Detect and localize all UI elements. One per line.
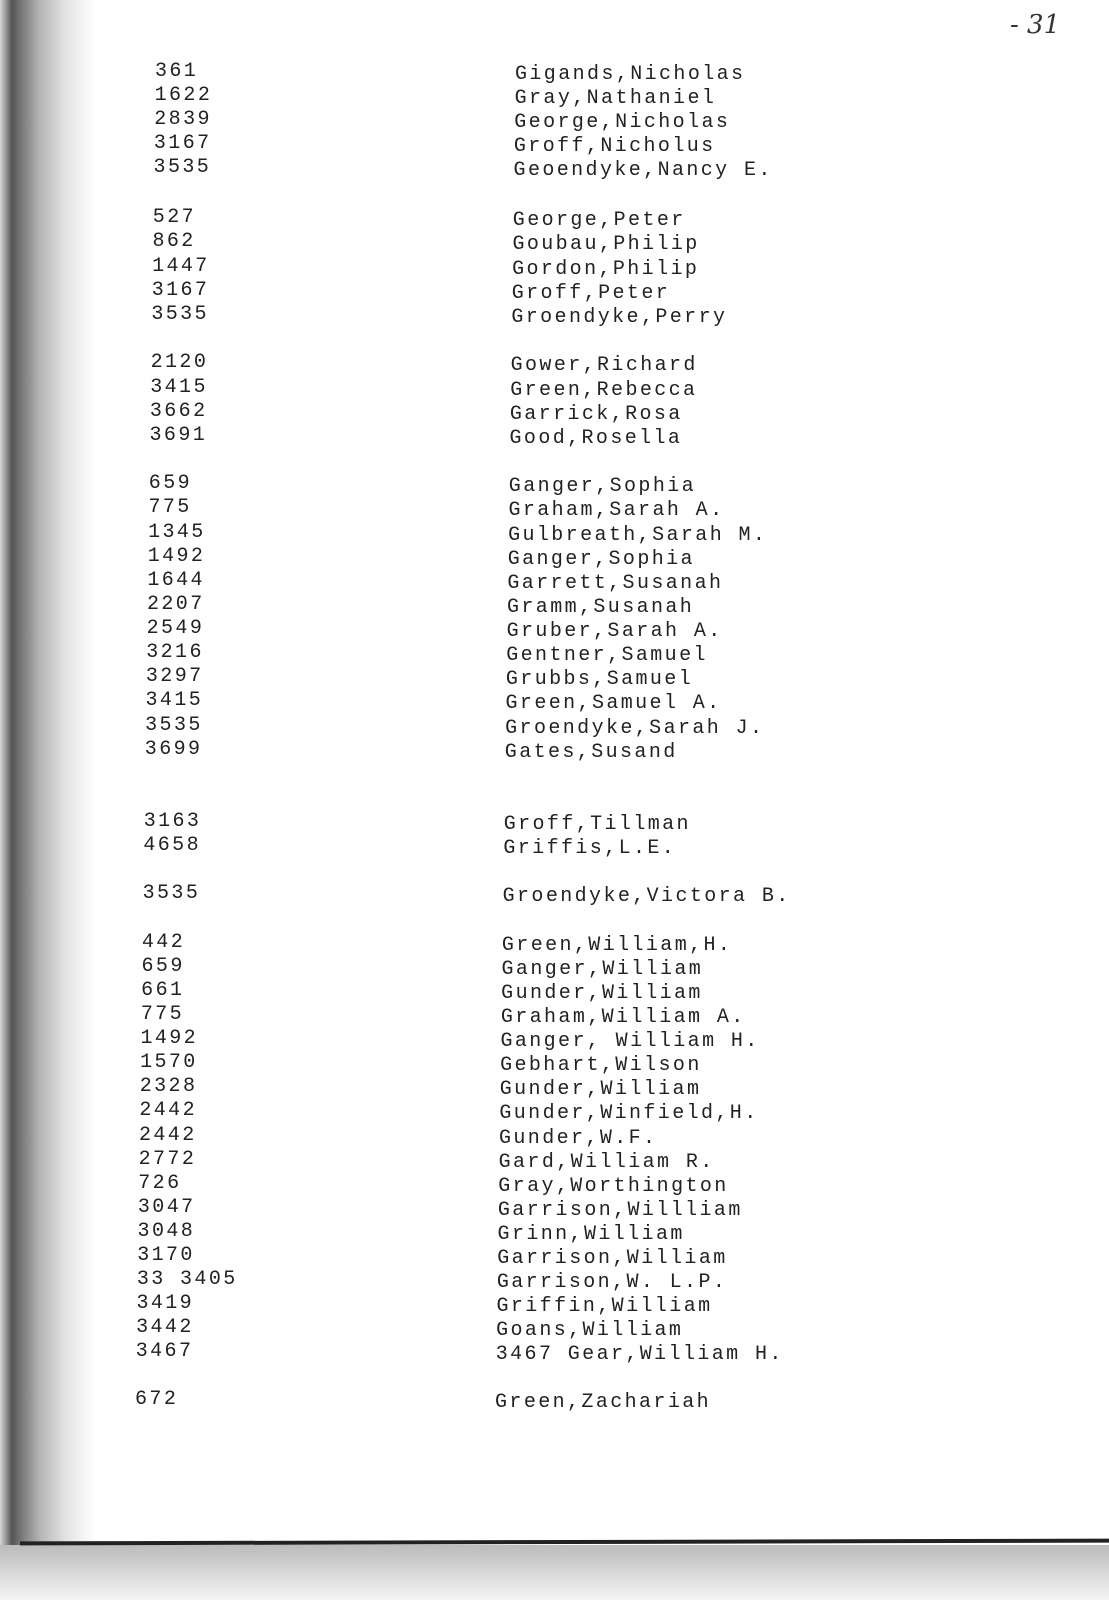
entry-name: Garrison,William bbox=[497, 1247, 728, 1270]
entry-name: 3467 Gear,William H. bbox=[495, 1343, 784, 1366]
entry-name: Green,William,H. bbox=[501, 934, 733, 957]
entry-number: 1622 bbox=[154, 84, 213, 107]
entry-number: 3467 bbox=[135, 1340, 194, 1363]
entry-name: Gray,Nathaniel bbox=[514, 87, 717, 110]
entry-number: 3163 bbox=[143, 810, 202, 833]
entry-name: Groff,Peter bbox=[511, 282, 671, 305]
entry-number: 672 bbox=[135, 1388, 179, 1411]
entry-name: Good,Rosella bbox=[509, 427, 683, 450]
entry-name: Ganger,Sophia bbox=[507, 548, 695, 571]
entry-number: 2839 bbox=[154, 108, 212, 131]
entry-name: Gulbreath,Sarah M. bbox=[508, 524, 768, 547]
entry-name: Groff,Tillman bbox=[503, 813, 691, 836]
entry-name: Gunder,William bbox=[501, 982, 703, 1005]
entry-name: Griffis,L.E. bbox=[503, 837, 677, 860]
entry-name: Groendyke,Perry bbox=[511, 306, 728, 329]
entry-number: 1492 bbox=[140, 1027, 199, 1050]
entry-number: 862 bbox=[152, 230, 196, 253]
entry-number: 2328 bbox=[139, 1075, 198, 1098]
entry-number: 442 bbox=[141, 931, 186, 954]
entry-name: Gard,William R. bbox=[498, 1151, 715, 1174]
entry-name: Garrick,Rosa bbox=[509, 403, 683, 426]
entry-name: Gunder,Winfield,H. bbox=[499, 1102, 759, 1125]
entry-name: Graham,William A. bbox=[500, 1006, 746, 1029]
entry-number: 1644 bbox=[147, 569, 205, 592]
entry-name: Garrett,Susanah bbox=[507, 572, 724, 595]
entry-number: 2442 bbox=[139, 1099, 197, 1122]
entry-name: Ganger,William bbox=[501, 958, 704, 981]
entry-number: 775 bbox=[148, 496, 192, 519]
entry-number: 1345 bbox=[148, 521, 206, 544]
entry-number: 3167 bbox=[153, 132, 212, 155]
entry-number: 33 3405 bbox=[136, 1268, 238, 1291]
entry-number: 3699 bbox=[144, 738, 203, 761]
entry-name: Gordon,Philip bbox=[512, 258, 700, 281]
entry-number: 3415 bbox=[150, 376, 208, 399]
entry-name: Geoendyke,Nancy E. bbox=[513, 159, 773, 182]
entry-number: 527 bbox=[152, 206, 197, 229]
entry-number: 3419 bbox=[136, 1292, 195, 1315]
entry-number: 2772 bbox=[138, 1148, 197, 1171]
scan-binding-shadow bbox=[0, 0, 95, 1600]
entry-number: 3048 bbox=[137, 1220, 196, 1243]
entry-name: George,Peter bbox=[512, 209, 686, 232]
entry-name: Green,Rebecca bbox=[510, 379, 698, 402]
entry-number: 3535 bbox=[151, 303, 209, 326]
entry-number: 3170 bbox=[137, 1244, 195, 1267]
entry-name: Groendyke,Sarah J. bbox=[505, 717, 765, 740]
entry-number: 3415 bbox=[145, 689, 204, 712]
entry-name: Grubbs,Samuel bbox=[505, 668, 694, 691]
entry-name: Grinn,William bbox=[497, 1223, 685, 1246]
entry-number: 726 bbox=[138, 1172, 182, 1195]
entry-number: 3662 bbox=[149, 400, 208, 423]
entry-name: Gunder,W.F. bbox=[499, 1127, 658, 1150]
entry-name: Ganger,Sophia bbox=[508, 475, 697, 498]
entry-number: 1570 bbox=[140, 1051, 198, 1074]
entry-number: 3047 bbox=[137, 1196, 196, 1219]
entry-name: Gruber,Sarah A. bbox=[506, 620, 723, 643]
entry-number: 361 bbox=[155, 60, 199, 83]
entry-number: 661 bbox=[141, 979, 185, 1002]
entry-number: 2207 bbox=[146, 593, 205, 616]
entry-name: Gunder,William bbox=[499, 1078, 702, 1101]
entry-name: Goubau,Philip bbox=[512, 233, 700, 256]
entry-name: Gentner,Samuel bbox=[506, 644, 708, 667]
entry-number: 775 bbox=[140, 1003, 185, 1026]
entry-name: Garrison,Willliam bbox=[497, 1199, 743, 1222]
scan-bottom-edge bbox=[0, 1545, 1109, 1600]
entry-name: Gray,Worthington bbox=[498, 1175, 729, 1198]
entry-number: 2549 bbox=[146, 617, 205, 640]
entry-number: 659 bbox=[141, 955, 185, 978]
entry-name: Graham,Sarah A. bbox=[508, 499, 725, 522]
entry-number: 659 bbox=[148, 472, 193, 495]
entry-number: 4658 bbox=[143, 834, 201, 857]
entry-number: 3535 bbox=[142, 882, 201, 905]
entry-name: Green,Samuel A. bbox=[505, 692, 722, 715]
entry-name: Groff,Nicholus bbox=[513, 135, 716, 158]
entry-number: 3442 bbox=[136, 1316, 194, 1339]
entry-number: 1447 bbox=[152, 255, 210, 278]
entry-name: Gebhart,Wilson bbox=[500, 1054, 702, 1077]
entry-number: 3691 bbox=[149, 424, 208, 447]
entry-name: Green,Zachariah bbox=[495, 1391, 712, 1414]
entry-number: 1492 bbox=[147, 545, 206, 568]
entry-number: 3216 bbox=[146, 641, 204, 664]
entry-number: 2442 bbox=[139, 1124, 197, 1147]
entry-name: George,Nicholas bbox=[514, 111, 731, 134]
entry-name: Gramm,Susanah bbox=[506, 596, 695, 619]
entry-name: Gates,Susand bbox=[504, 741, 678, 764]
entry-number: 3167 bbox=[151, 279, 210, 302]
entry-name: Griffin,William bbox=[496, 1295, 713, 1318]
entry-name: Gigands,Nicholas bbox=[515, 63, 746, 86]
entry-name: Garrison,W. L.P. bbox=[496, 1271, 728, 1294]
entry-number: 3297 bbox=[145, 665, 204, 688]
entry-name: Ganger, William H. bbox=[500, 1030, 760, 1053]
entry-number: 3535 bbox=[145, 714, 203, 737]
entry-number: 2120 bbox=[150, 351, 209, 374]
entry-name: Groendyke,Victora B. bbox=[502, 885, 791, 908]
entry-number: 3535 bbox=[153, 156, 212, 179]
entry-name: Goans,William bbox=[496, 1319, 684, 1342]
entry-name: Gower,Richard bbox=[510, 354, 698, 377]
page-number: - 31 bbox=[1010, 10, 1061, 40]
